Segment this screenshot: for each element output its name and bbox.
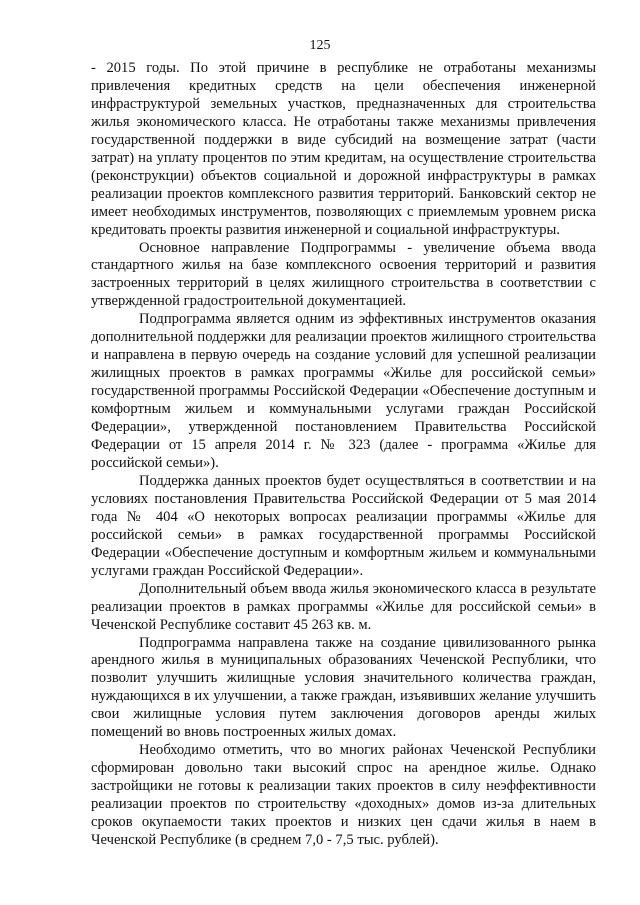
paragraph-instrument: Подпрограмма является одним из эффективных инструментов оказания дополнительной поддержки для реализации проектов жилищного строительства и направлена в первую очередь на создание условий для успешной реализации жилищных проектов в рамках программы «Жилье для российской семьи» государственной программы Российской Федерации «Обеспечение доступным и комфортным жильем и коммунальными услугами граждан Российской Федерации», утвержденной постановлением Правительства Российской Федерации от 15 апреля 2014 г. № 323 (далее - программа «Жилье для российской семьи»).	[91, 311, 596, 471]
paragraph-additional-volume: Дополнительный объем ввода жилья экономического класса в результате реализации проектов в рамках программы «Жилье для российской семьи» в Чеченской Республике составит 45 263 кв. м.	[91, 580, 596, 633]
paragraph-main-direction: Основное направление Подпрограммы - увеличение объема ввода стандартного жилья на базе комплексного освоения территорий и развития застроенных территорий в целях жилищного строительства в соответствии с утвержденной градостроительной документацией.	[91, 239, 596, 310]
document-body	[91, 60, 596, 850]
paragraph-support: Поддержка данных проектов будет осуществляться в соответствии и на условиях постановления Правительства Российской Федерации от 5 мая 2014 года № 404 «О некоторых вопросах реализации программы «Жилье для российской семьи» в рамках государственной программы Российской Федерации «Обеспечение доступным и комфортным жильем и коммунальными услугами граждан Российской Федерации».	[91, 472, 596, 579]
paragraph-rental-market: Подпрограмма направлена также на создание цивилизованного рынка арендного жилья в муниципальных образованиях Чеченской Республики, что позволит улучшить жилищные условия значительного количества граждан, нуждающихся в их улучшении, а также граждан, изъявивших желание улучшить свои жилищные условия путем заключения договоров аренды жилых помещений во вновь построенных жилых домах.	[91, 634, 596, 741]
page-number: 125	[309, 38, 331, 53]
paragraph-demand: Необходимо отметить, что во многих районах Чеченской Республики сформирован довольно таки высокий спрос на арендное жилье. Однако застройщики не готовы к реализации таких проектов в силу неэффективности реализации проектов по строительству «доходных» домов из-за длительных сроков окупаемости таких проектов и низких цен сдачи жилья в наем в Чеченской Республике (в среднем 7,0 - 7,5 тыс. рублей).	[91, 742, 596, 848]
paragraph-continuation: - 2015 годы. По этой причине в республике не отработаны механизмы привлечения кредитных средств на цели обеспечения инженерной инфраструктурой земельных участков, предназначенных для строительства жилья экономического класса. Не отработаны также механизмы привлечения государственной поддержки в виде субсидий на возмещение затрат (части затрат) на уплату процентов по этим кредитам, на осуществление строительства (реконструкции) объектов социальной и дорожной инфраструктуры в рамках реализации проектов комплексного развития территорий. Банковский сектор не имеет необходимых инструментов, позволяющих с приемлемым уровнем риска кредитовать проекты развития инженерной и социальной инфраструктуры.	[91, 60, 596, 238]
